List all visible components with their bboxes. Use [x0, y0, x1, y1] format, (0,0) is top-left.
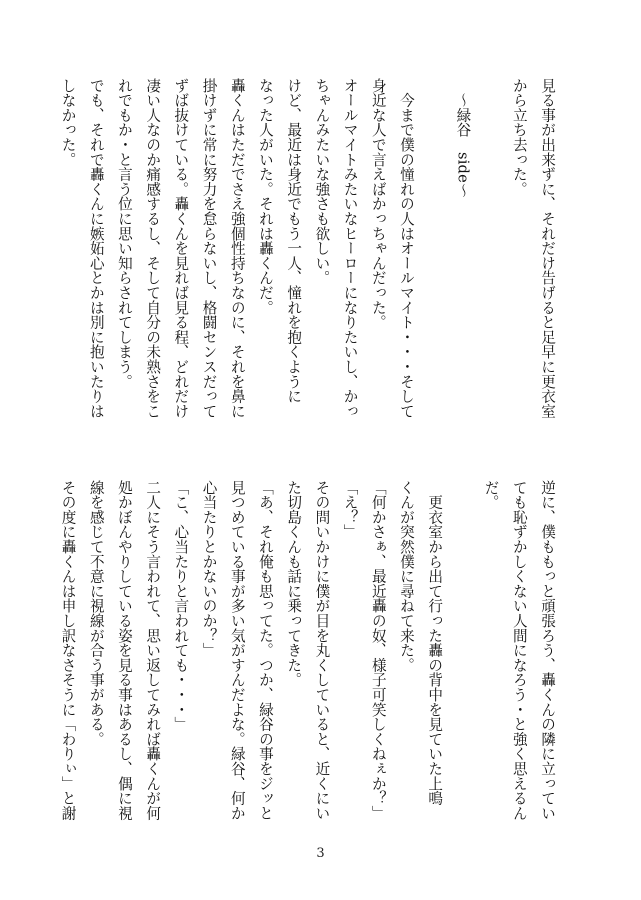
- lower-text-block: [53, 480, 561, 870]
- text-column: 見つめている事が多い気がすんだよな。緑谷、何か: [228, 480, 246, 821]
- text-column: けど、最近は身近でもう一人、憧れを抱くように: [285, 78, 303, 404]
- text-column: れでもか・と言う位に思い知らされてしまう。: [115, 78, 133, 389]
- text-column: 二人にそう言われて、思い返してみれば轟くんが何: [144, 480, 162, 821]
- text-column: 更衣室から出て行った轟の背中を見ていた上鳴: [426, 480, 444, 806]
- text-column: ても恥ずかしくない人間になろう・と強く思えるん: [510, 480, 528, 821]
- text-column: くんが突然僕に尋ねて来た。: [397, 480, 415, 673]
- text-column: た切島くんも話に乗ってきた。: [285, 480, 303, 688]
- page-number: 3: [316, 846, 325, 861]
- text-column: その問いかけに僕が目を丸くしていると、近くにい: [313, 480, 331, 821]
- text-column: その度に轟くんは申し訳なさそうに「わりぃ」と謝: [59, 480, 77, 821]
- upper-text-block: [53, 78, 561, 438]
- text-column: から立ち去った。: [510, 78, 528, 197]
- text-column: [476, 78, 504, 438]
- text-column: オールマイトみたいなヒーローになりたいし、かっ: [341, 78, 359, 419]
- text-column: [420, 78, 448, 438]
- text-column: 今まで僕の憧れの人はオールマイト・・・そして: [397, 78, 415, 419]
- text-column: しなかった。: [59, 78, 77, 167]
- text-column: だ。: [482, 480, 500, 510]
- text-column: 線を感じて不意に視線が合う事がある。: [87, 480, 105, 747]
- text-column: [448, 480, 476, 870]
- text-column: 〜緑谷 side〜: [454, 78, 472, 198]
- text-column: ずば抜けている。轟くんを見れば見る程、どれだけ: [172, 78, 190, 419]
- text-column: 「何かさぁ、最近轟の奴、様子可笑しくねぇか？」: [369, 480, 387, 821]
- text-column: 身近な人で言えばかっちゃんだった。: [369, 78, 387, 330]
- text-column: 「あ、それ俺も思ってた。つか、緑谷の事をジッと: [256, 480, 274, 821]
- text-column: 処かぼんやりしている姿を見る事はあるし、偶に視: [115, 480, 133, 821]
- text-column: 「こ、心当たりと言われても・・・」: [172, 480, 190, 732]
- text-column: 見る事が出来ずに、それだけ告げると足早に更衣室: [539, 78, 556, 419]
- text-column: 逆に、僕ももっと頑張ろう、轟くんの隣に立ってい: [539, 480, 556, 821]
- text-column: でも、それで轟くんに嫉妬心とかは別に抱いたりは: [87, 78, 105, 419]
- text-column: ちゃんみたいな強さも欲しい。: [313, 78, 331, 286]
- text-column: 掛けずに常に努力を怠らないし、格闘センスだって: [200, 78, 218, 419]
- text-column: なった人がいた。それは轟くんだ。: [256, 78, 274, 315]
- text-column: 轟くんはただでさえ強個性持ちなのに、それを鼻に: [228, 78, 246, 419]
- text-column: 凄い人なのか痛感するし、そして自分の未熟さをこ: [144, 78, 162, 419]
- text-column: 「え？」: [341, 480, 359, 540]
- text-column: 心当たりとかないのか？」: [200, 480, 218, 658]
